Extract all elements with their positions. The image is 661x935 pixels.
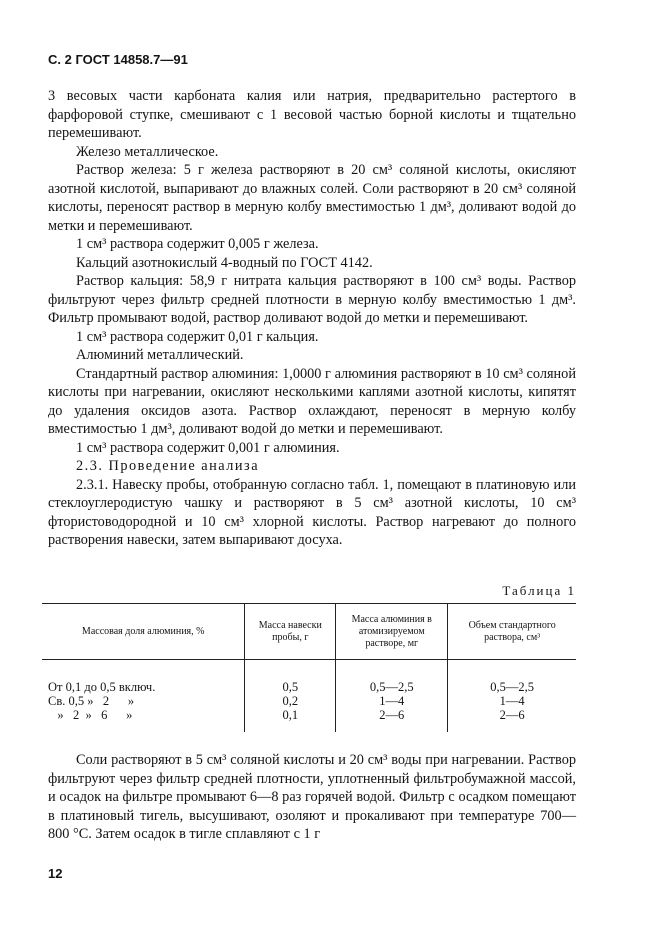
paragraph: Железо металлическое. xyxy=(76,143,219,160)
paragraph: 3 весовых части карбоната калия или натрия, предварительно растертого в фарфоровой ступке, смешивают с 1 весовой частью борной кислоты и тщательно перемешивают. xyxy=(48,88,576,141)
paragraph: 2.3.1. Навеску пробы, отобранную согласно табл. 1, помещают в платиновую или стеклоуглеродистую чашку и растворяют в 5 см³ азотной кислоты, 10 см³ фтористоводородной и 10 см³ хлорной кислоты. Раствор нагревают до полного растворения навески, затем выпаривают досуха. xyxy=(48,476,576,548)
table-header: Масса алюминия в атомизируемом растворе, мг xyxy=(336,604,448,660)
table-cell: 2—6 xyxy=(336,708,448,732)
table-caption: Таблица 1 xyxy=(502,583,576,598)
table-row xyxy=(42,694,576,708)
table-cell: 0,5—2,5 xyxy=(448,660,576,695)
paragraph: Стандартный раствор алюминия: 1,0000 г алюминия растворяют в 10 см³ соляной кислоты при нагревании, окисляют несколькими каплями азотной кислоты, кипятят до удаления оксидов азота. Раствор охлаждают, переносят в мерную колбу вместимостью 1 дм³, доливают водой до метки и перемешивают. xyxy=(48,365,576,437)
paragraph: 1 см³ раствора содержит 0,001 г алюминия. xyxy=(76,439,340,456)
table-cell: 0,5 xyxy=(245,660,336,695)
table-row xyxy=(42,708,576,732)
table-cell: 0,2 xyxy=(245,694,336,708)
table-cell: » 2 » 6 » xyxy=(48,708,133,722)
table-cell: 1—4 xyxy=(448,694,576,708)
paragraph: Раствор железа: 5 г железа растворяют в 20 см³ соляной кислоты, окисляют азотной кислотой, выпаривают до влажных солей. Соли растворяют в 20 см³ соляной кислоты, переносят раствор в мерную колбу вместимостью 1 дм³, доливают водой до метки и перемешивают. xyxy=(48,162,576,234)
page-header: С. 2 ГОСТ 14858.7—91 xyxy=(48,52,188,67)
section-heading: 2.3. Проведение анализа xyxy=(76,458,260,474)
table-cell: 0,5—2,5 xyxy=(336,660,448,695)
table-cell: 1—4 xyxy=(336,694,448,708)
table-row xyxy=(42,660,576,695)
table-cell: От 0,1 до 0,5 включ. xyxy=(48,680,156,694)
paragraph: Алюминий металлический. xyxy=(76,347,244,363)
body-text xyxy=(48,87,576,550)
paragraph: 1 см³ раствора содержит 0,005 г железа. xyxy=(76,236,319,252)
page-number: 12 xyxy=(48,866,63,881)
body-text-continued xyxy=(48,751,576,844)
table-header: Объем стандартного раствора, см³ xyxy=(448,604,576,660)
table-cell: Св. 0,5 » 2 » xyxy=(48,694,135,708)
paragraph: Раствор кальция: 58,9 г нитрата кальция растворяют в 100 см³ воды. Раствор фильтруют через фильтр средней плотности в мерную колбу вместимостью 1 дм³. Фильтр промывают водой, раствор доливают водой до метки и перемешивают. xyxy=(48,273,576,326)
table-header: Масса навески пробы, г xyxy=(245,604,336,660)
paragraph: Кальций азотнокислый 4-водный по ГОСТ 4142. xyxy=(76,254,373,271)
data-table xyxy=(42,603,576,732)
table-header: Массовая доля алюминия, % xyxy=(42,604,245,660)
paragraph: 1 см³ раствора содержит 0,01 г кальция. xyxy=(76,328,319,345)
table-cell: 0,1 xyxy=(245,708,336,732)
paragraph: Соли растворяют в 5 см³ соляной кислоты и 20 см³ воды при нагревании. Раствор фильтруют через фильтр средней плотности, уплотненный фильтробумажной массой, и осадок на фильтре промывают 6—8 раз горячей водой. Фильтр с осадком помещают в платиновый тигель, высушивают, озоляют и прокаливают при температуре 700—800 °С. Затем осадок в тигле сплавляют с 1 г xyxy=(48,752,576,842)
table-header-row xyxy=(42,604,576,660)
table-cell: 2—6 xyxy=(448,708,576,732)
